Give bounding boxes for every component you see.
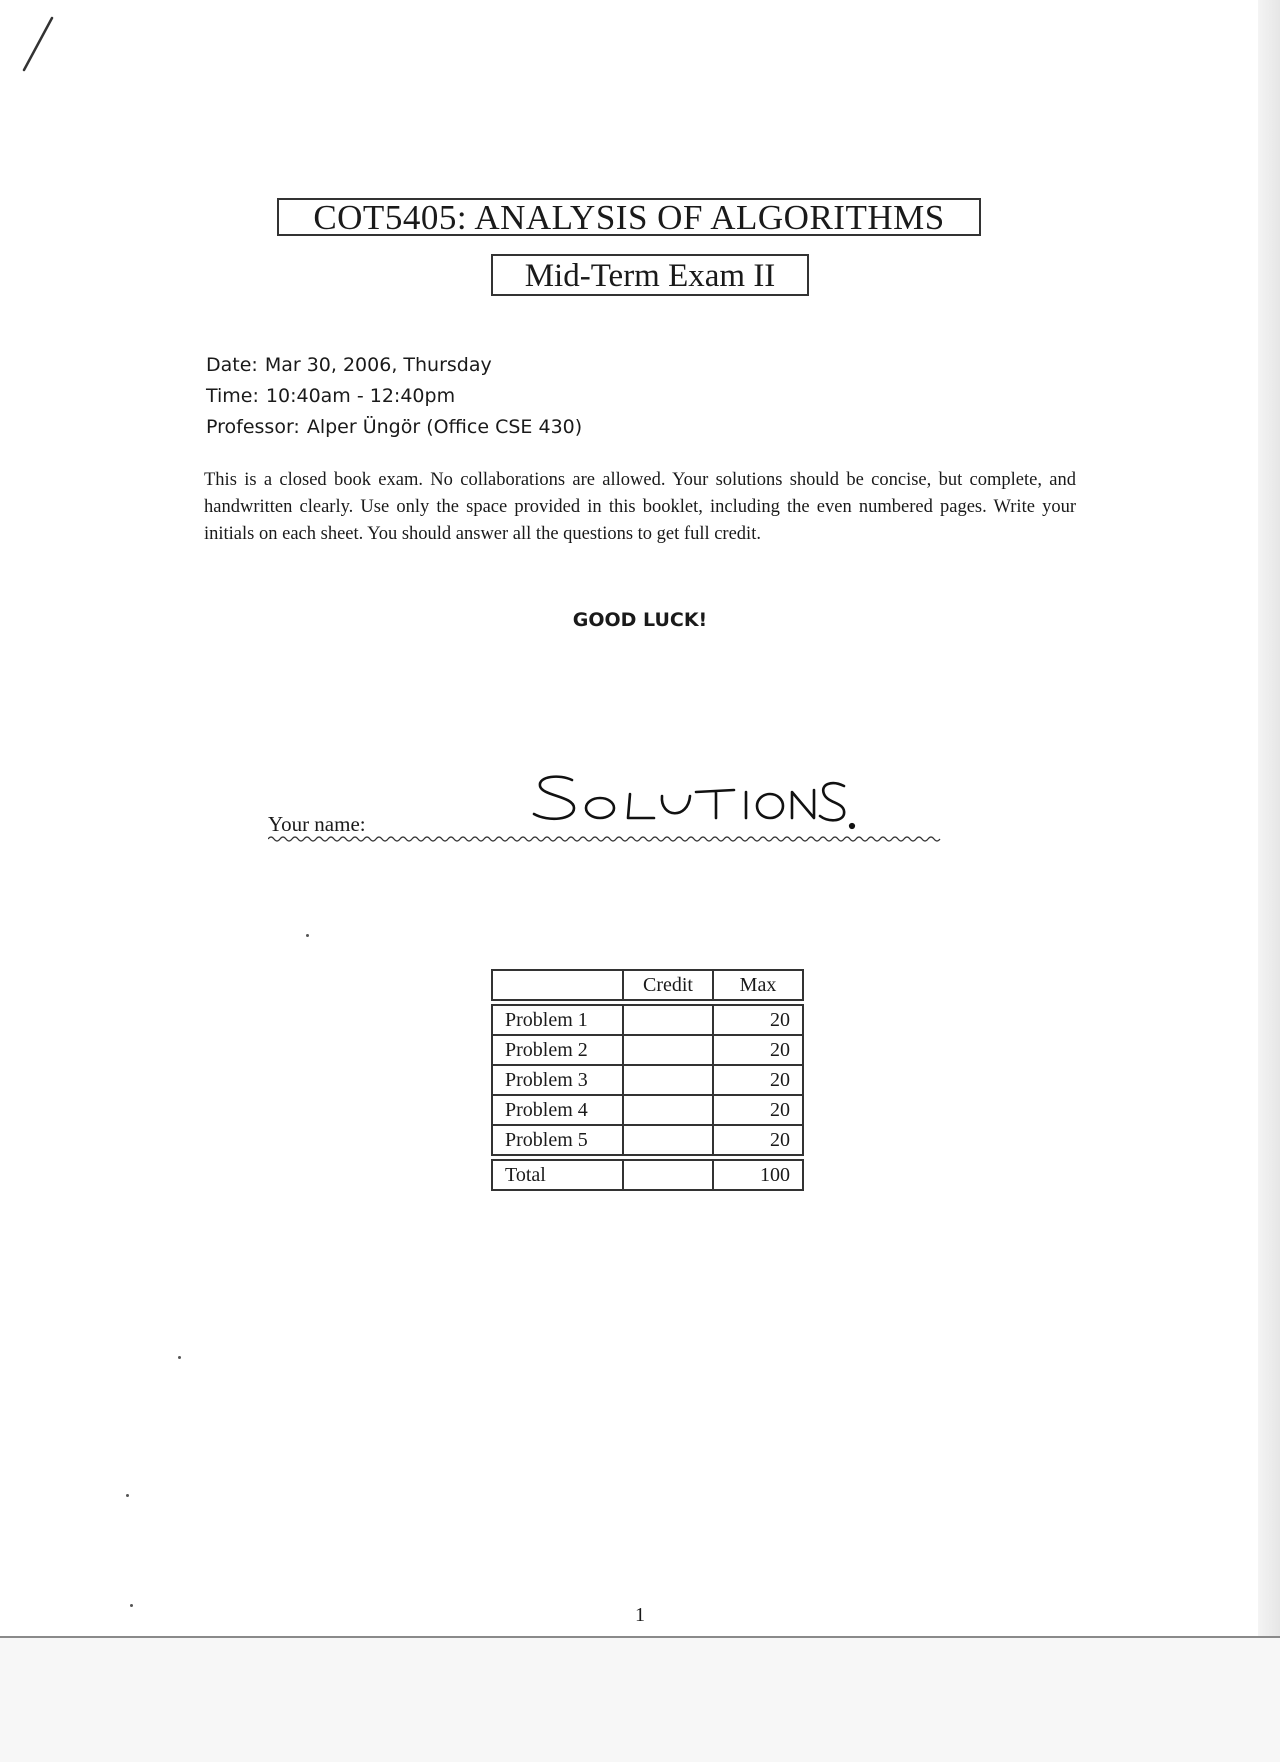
name-label: Your name: bbox=[268, 812, 366, 836]
table-row bbox=[492, 1095, 803, 1125]
scan-speck bbox=[126, 1494, 129, 1497]
pen-stroke-mark bbox=[18, 14, 58, 74]
credit-cell bbox=[623, 1005, 713, 1035]
problem-name: Problem 1 bbox=[492, 1005, 623, 1035]
professor-value: Alper Üngör (Office CSE 430) bbox=[306, 416, 583, 438]
table-row bbox=[492, 1065, 803, 1095]
table-total-row bbox=[492, 1160, 803, 1190]
table-row bbox=[492, 1125, 803, 1155]
max-cell: 20 bbox=[713, 1065, 803, 1095]
time-value: 10:40am - 12:40pm bbox=[265, 385, 456, 407]
professor-row bbox=[206, 412, 582, 443]
max-cell: 20 bbox=[713, 1005, 803, 1035]
problem-name: Problem 4 bbox=[492, 1095, 623, 1125]
page-bottom-edge bbox=[0, 1636, 1280, 1762]
table-header-max: Max bbox=[713, 970, 803, 1000]
credit-cell bbox=[623, 1035, 713, 1065]
max-cell: 20 bbox=[713, 1125, 803, 1155]
time-label: Time: bbox=[206, 385, 259, 407]
course-title: COT5405: ANALYSIS OF ALGORITHMS bbox=[277, 198, 981, 236]
exam-title: Mid-Term Exam II bbox=[491, 254, 809, 296]
score-table bbox=[491, 969, 804, 1191]
table-header-credit: Credit bbox=[623, 970, 713, 1000]
scan-speck bbox=[178, 1356, 181, 1359]
problem-name: Problem 2 bbox=[492, 1035, 623, 1065]
table-header-row bbox=[492, 970, 803, 1000]
scan-speck bbox=[306, 934, 309, 937]
scan-speck bbox=[130, 1604, 133, 1607]
total-label: Total bbox=[492, 1160, 623, 1190]
professor-label: Professor: bbox=[206, 416, 300, 438]
date-row bbox=[206, 350, 582, 381]
table-row bbox=[492, 1035, 803, 1065]
date-value: Mar 30, 2006, Thursday bbox=[264, 354, 492, 376]
total-credit-cell bbox=[623, 1160, 713, 1190]
table-header-cell bbox=[492, 970, 623, 1000]
page-number: 1 bbox=[635, 1604, 645, 1626]
total-max-cell: 100 bbox=[713, 1160, 803, 1190]
exam-info bbox=[206, 350, 582, 443]
exam-instructions: This is a closed book exam. No collaborations are allowed. Your solutions should be concise, but complete, and handwritten clearly. Use only the space provided in this booklet, including the even numbered pages. Write your initials on each sheet. You should answer all the questions to get full credit. bbox=[204, 470, 1076, 544]
table-row bbox=[492, 1005, 803, 1035]
credit-cell bbox=[623, 1095, 713, 1125]
handwritten-name-signature bbox=[530, 772, 860, 834]
page-edge-shadow bbox=[1258, 0, 1280, 1760]
good-luck-text: GOOD LUCK! bbox=[572, 609, 708, 631]
time-row bbox=[206, 381, 582, 412]
credit-cell bbox=[623, 1125, 713, 1155]
name-underline bbox=[268, 834, 1008, 844]
max-cell: 20 bbox=[713, 1095, 803, 1125]
problem-name: Problem 5 bbox=[492, 1125, 623, 1155]
max-cell: 20 bbox=[713, 1035, 803, 1065]
credit-cell bbox=[623, 1065, 713, 1095]
problem-name: Problem 3 bbox=[492, 1065, 623, 1095]
date-label: Date: bbox=[206, 354, 258, 376]
